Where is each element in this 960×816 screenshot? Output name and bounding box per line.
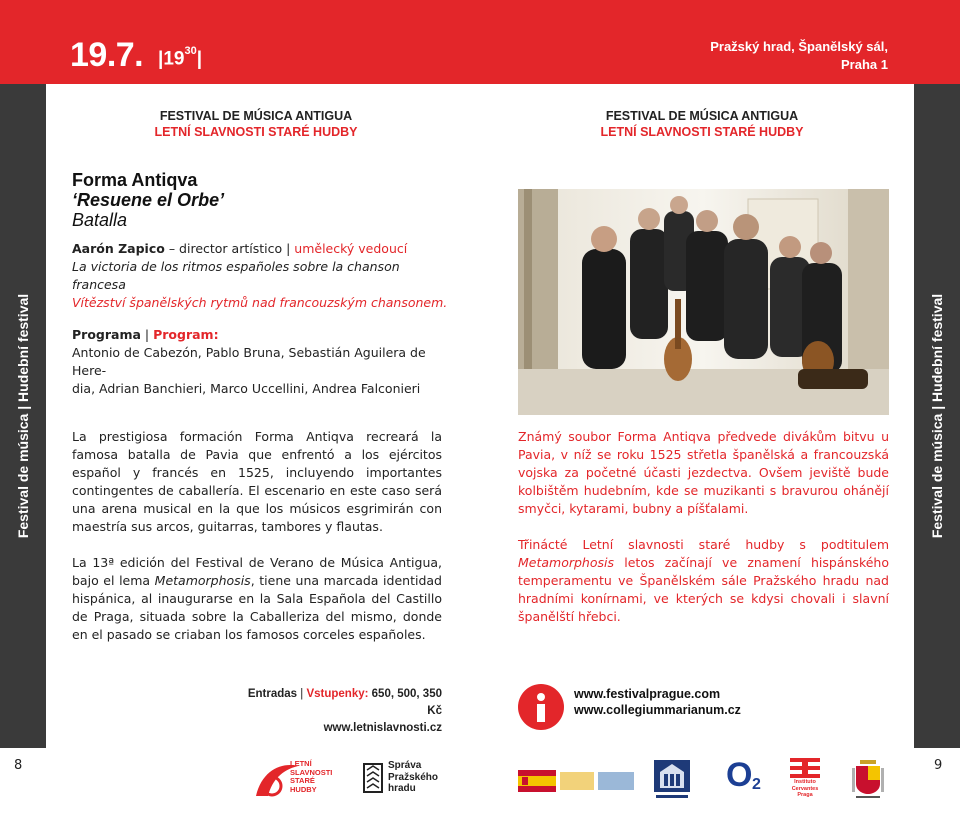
spanish-coat-of-arms-icon (848, 756, 888, 800)
program-composers-line-2: dia, Adrian Banchieri, Marco Uccellini, Andrea Falconieri (72, 381, 421, 396)
venue (710, 38, 888, 74)
collegium-url[interactable]: www.collegiummarianum.cz (574, 703, 741, 717)
side-label-right: Festival de música | Hudební festival (929, 293, 945, 539)
instituto-cervantes-logo (786, 758, 824, 800)
program (72, 326, 452, 398)
festival-url[interactable]: www.festivalprague.com (574, 687, 721, 701)
spanish-government-emblem-icon (518, 768, 638, 794)
concert-title-block (72, 170, 224, 230)
tickets-url[interactable]: www.letnislavnosti.cz (323, 722, 442, 734)
program-composers-line-1: Antonio de Cabezón, Pablo Bruna, Sebastián Aguilera de Here- (72, 345, 426, 378)
tickets-prices-line: Entradas | Vstupenky: 650, 500, 350 Kč (247, 688, 442, 717)
right-side-bar (914, 84, 960, 748)
sprava-prazskeho-hradu-logo (362, 760, 456, 796)
letni-logo-line-3: STARÉ (290, 776, 315, 785)
cervantes-logo-line-3: Praga (797, 792, 813, 798)
tickets (236, 686, 442, 737)
letni-logo-line-1: LETNÍ (290, 759, 312, 768)
castle-emblem-icon (362, 760, 384, 796)
cervantes-logo-line-2: Cervantes (791, 785, 819, 792)
ensemble-photo (518, 189, 889, 415)
motto-es: La victoria de los ritmos españoles sobre la chanson francesa (72, 259, 400, 292)
director-name: Aarón Zapico (72, 241, 165, 256)
concert-date: 19.7. (70, 36, 144, 74)
program-label: Programa | Program: (72, 327, 219, 342)
o2-logo (726, 756, 766, 798)
program-title: ‘Resuene el Orbe’ (72, 190, 225, 210)
ensemble-name: Forma Antiqva (72, 170, 198, 190)
collegium-marianum-logo (652, 758, 692, 800)
info-icon (518, 684, 564, 730)
festival-heading-right (502, 108, 902, 140)
motto-cz: Vítězství španělských rytmů nad francouzským chansonem. (72, 295, 448, 310)
festival-heading-line-1: FESTIVAL DE MÚSICA ANTIGUA (605, 109, 799, 123)
info-urls (574, 686, 741, 718)
body-es-paragraph-2: La 13ª edición del Festival de Verano de Música Antigua, bajo el lema Metamorphosis, tiene una marcada identidad hispánica, al inaugurarse en la Sala Española del Castillo de Praga, situada sobre la Caballeriza del mismo, donde en el pasado se criaban los famosos corceles españoles. (72, 555, 442, 642)
sprava-logo-line-3: hradu (388, 783, 416, 794)
side-label-left: Festival de música | Hudební festival (15, 293, 31, 539)
program-subtitle: Batalla (72, 210, 128, 230)
spanish-ministry-logo (518, 768, 638, 794)
body-cz-paragraph-2: Třinácté Letní slavnosti staré hudby s podtitulem Metamorphosis letos začínají ve znamení hispánského temperamentu ve Španělském sále Pražského hradu nad hradními konírnami, ve kterých se kdysi chovali i slavní španělští hřebci. (518, 537, 889, 624)
festival-heading-left (56, 108, 456, 140)
building-emblem-icon (652, 758, 692, 800)
embassy-of-spain-logo (848, 756, 888, 800)
o2-letter: O (726, 756, 753, 794)
festival-heading-line-2: LETNÍ SLAVNOSTI STARÉ HUDBY (154, 125, 358, 139)
ensemble-photo-illustration (518, 189, 889, 415)
time-hour: 19 (163, 48, 185, 70)
letni-logo-line-2: SLAVNOSTI (290, 767, 333, 777)
header-bar (0, 0, 960, 84)
body-cz-paragraph-1: Známý soubor Forma Antiqva předvede divákům bitvu u Pavia, v níž se roku 1525 střetla španělská a francouzská vojska za početné účasti jezdectva. Ovšem jeviště bude kolbištěm hudebním, kde se muzikanti s bravurou ohánějí smyčci, kytarami, bubny a píšťalami. (518, 429, 889, 516)
body-text-es (72, 428, 442, 662)
director-role-es: – director artístico | (164, 241, 295, 256)
director-role-cz: umělecký vedoucí (294, 241, 408, 256)
cervantes-emblem-icon (786, 758, 824, 778)
left-side-bar (0, 84, 46, 748)
festival-heading-line-2: LETNÍ SLAVNOSTI STARÉ HUDBY (600, 125, 804, 139)
cervantes-logo-line-1: Instituto (794, 779, 816, 785)
letni-logo-line-4: HUDBY (290, 784, 317, 794)
sprava-logo-line-1: Správa (388, 760, 422, 771)
page-number-right: 9 (934, 758, 943, 773)
body-text-cz (518, 428, 889, 644)
o2-subscript: 2 (752, 776, 761, 793)
director-line (72, 240, 452, 258)
credits (72, 240, 452, 312)
body-es-paragraph-1: La prestigiosa formación Forma Antiqva recreará la famosa batalla de Pavia que enfrentó a los ejércitos español y francés en 1525, incluyendo importantes contingentes de caballería. El escenario en este caso será una arena musical en la que los músicos esgrimirán con maestría sus arcos, guitarras, tambores y flautas. (72, 429, 442, 534)
venue-line-2: Praha 1 (841, 57, 888, 72)
page-number-left: 8 (14, 758, 23, 773)
concert-time: $|19^{30}|$ (158, 45, 203, 70)
letni-slavnosti-logo (252, 758, 352, 800)
festival-heading-line-1: FESTIVAL DE MÚSICA ANTIGUA (159, 109, 353, 123)
venue-line-1: Pražský hrad, Španělský sál, (710, 39, 888, 54)
sprava-logo-line-2: Pražského (388, 771, 439, 783)
time-minutes: 30 (184, 45, 197, 57)
